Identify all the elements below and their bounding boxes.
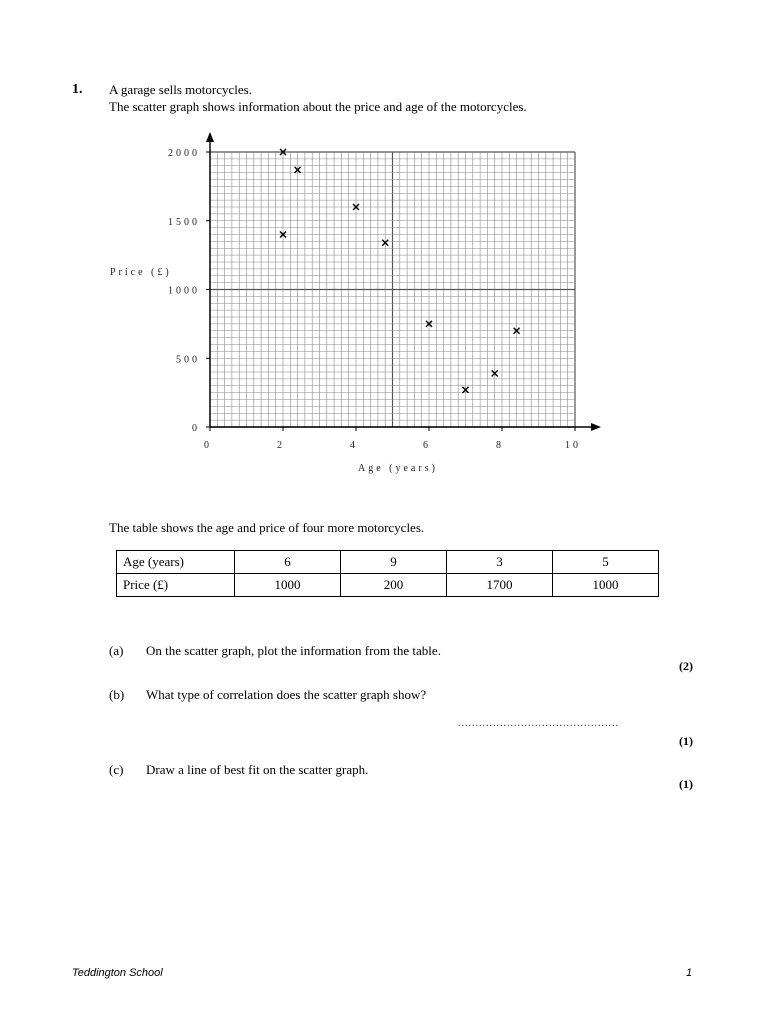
y-axis-label: Price (£) — [110, 267, 172, 278]
chart-grid — [210, 152, 575, 427]
x-tick-label: 10 — [565, 440, 581, 451]
x-tick-label: 0 — [204, 440, 212, 451]
x-tick-label: 4 — [350, 440, 358, 451]
row-header-age: Age (years) — [117, 551, 235, 574]
table-cell-price: 1000 — [235, 574, 341, 597]
part-a-label: (a) — [109, 643, 124, 658]
part-a-text: On the scatter graph, plot the information from the table. — [146, 643, 441, 658]
table-cell-price: 1700 — [447, 574, 553, 597]
part-c-text: Draw a line of best fit on the scatter graph. — [146, 762, 369, 777]
footer-school: Teddington School — [72, 967, 163, 979]
y-tick-label: 0 — [192, 423, 200, 434]
table-cell-age: 6 — [235, 551, 341, 574]
y-axis-arrow — [206, 132, 214, 142]
x-tick-label: 2 — [277, 440, 285, 451]
y-tick-label: 1500 — [168, 216, 200, 228]
part-b-answer-line[interactable]: .............................................. — [458, 718, 619, 729]
question-intro-line2: The scatter graph shows information about the price and age of the motorcycles. — [109, 99, 527, 114]
x-axis-label: Age (years) — [358, 463, 438, 474]
x-axis-arrow — [591, 423, 601, 431]
part-b-label: (b) — [109, 687, 125, 702]
table-cell-price: 200 — [341, 574, 447, 597]
scatter-graph — [100, 128, 610, 478]
row-header-price: Price (£) — [117, 574, 235, 597]
table-cell-age: 9 — [341, 551, 447, 574]
x-tick-label: 6 — [423, 440, 431, 451]
y-tick-label: 2000 — [168, 148, 200, 159]
table-cell-price: 1000 — [553, 574, 659, 597]
part-c-label: (c) — [109, 762, 124, 777]
y-tick-label: 500 — [176, 354, 200, 366]
question-number: 1. — [72, 82, 83, 97]
part-b-text: What type of correlation does the scatter graph show? — [146, 687, 427, 702]
table-cell-age: 5 — [553, 551, 659, 574]
table-cell-age: 3 — [447, 551, 553, 574]
x-tick-label: 8 — [496, 440, 504, 451]
part-a-marks: (2) — [679, 659, 693, 673]
footer-page-number: 1 — [686, 967, 693, 979]
table-row-price — [117, 574, 659, 597]
age-price-table — [116, 550, 659, 597]
table-intro: The table shows the age and price of four more motorcycles. — [109, 520, 425, 535]
y-tick-label: 1000 — [168, 285, 200, 297]
table-row-age — [117, 551, 659, 574]
part-b-marks: (1) — [679, 734, 693, 748]
chart-axes — [206, 132, 601, 431]
part-c-marks: (1) — [679, 777, 693, 791]
question-intro-line1: A garage sells motorcycles. — [109, 82, 252, 97]
